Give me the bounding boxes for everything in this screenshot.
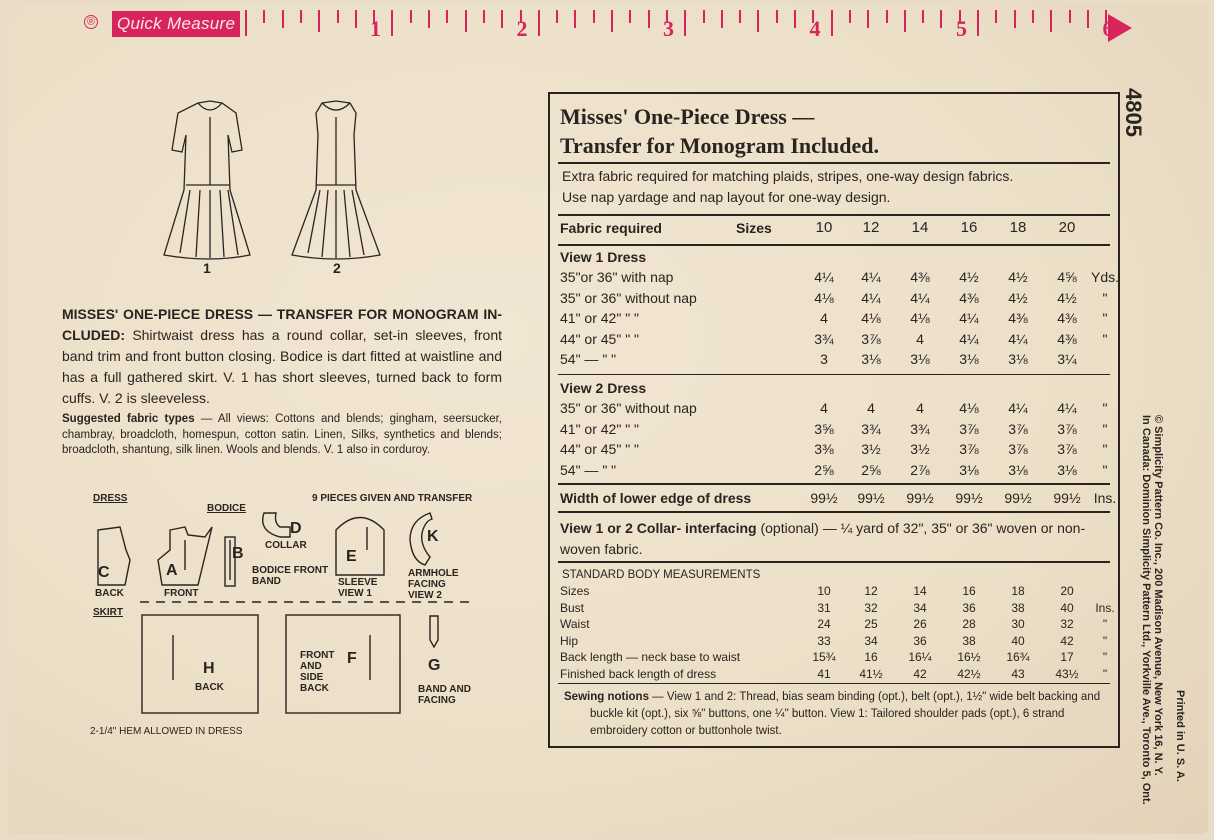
body-measurement-row-value: 16 [962,584,976,598]
view1-row-value: 3⅛ [861,351,881,367]
size-column-header: 18 [1009,219,1027,236]
ruler-tick [648,10,650,28]
sewing-notions [564,689,1112,740]
ruler-tick [629,10,631,23]
piece-letter: A [166,562,178,579]
body-measurement-row-value: 16½ [957,650,981,664]
fabric-required-header: Fabric required [560,220,662,236]
body-measurement-row-value: 26 [913,617,927,631]
body-measurement-row-value: 36 [962,600,976,615]
ruler-tick [995,10,997,23]
suggested-fabrics [62,412,502,459]
view1-row-value: 4⅜ [1057,330,1077,347]
body-measurement-row-value: 38 [962,633,976,648]
view1-row-value: 4 [820,310,828,326]
piece-d-shape [263,513,290,537]
lower-edge-width-row-label: Width of lower edge of dress [560,490,752,506]
ruler-inch-number: 3 [663,16,674,41]
body-measurement-row-value: 42 [913,666,927,681]
pattern-description [62,304,502,409]
view1-row-value: 4⅝ [1057,269,1077,285]
lower-edge-width-row-value: 99½ [955,490,983,506]
ruler-tick [977,10,979,36]
lower-edge-width-row-value: 99½ [1004,490,1032,506]
view1-row-value: 4½ [1008,269,1028,285]
skirt-label: SKIRT [93,607,123,618]
size-column-header: 10 [815,219,833,236]
ruler-tick [831,10,833,36]
body-measurement-row-value: 36 [913,633,927,648]
view1-row-value: 4½ [1008,289,1028,306]
view2-row-value: 3¾ [861,420,881,437]
view2-row-value: 3½ [910,441,930,457]
ruler-tick [611,10,613,32]
ruler-tick [794,10,796,28]
ruler-tick [355,10,357,28]
ruler-tick [1050,10,1052,32]
view-1-number: 1 [203,260,211,276]
ruler-tick [739,10,741,23]
view2-row-value: 2⅝ [861,461,881,478]
view1-row-unit: Yds. [1090,269,1119,285]
piece-letter: B [232,545,244,562]
pattern-number: 4805 [1121,88,1146,137]
ruler-tick [721,10,723,28]
view-2-heading: View 2 Dress [560,380,647,396]
view2-row-unit: " [1102,461,1108,478]
ruler-tick [922,10,924,23]
body-measurement-row-value: 34 [864,633,878,648]
chart-title-line-2: Transfer for Monogram Included. [560,133,879,158]
piece-letter: C [98,564,110,581]
piece-label: COLLAR [265,540,307,551]
view1-row-label: 54" — " " [560,351,617,367]
size-column-header: 16 [960,219,978,236]
piece-label: BODICE FRONT BAND [252,565,329,587]
ruler-tick [867,10,869,28]
ruler-tick [245,10,247,36]
view2-row-value: 3⅞ [1008,420,1028,437]
piece-label: BAND AND FACING [418,684,471,706]
view2-row-value: 4 [820,400,828,416]
ruler-tick [465,10,467,32]
body-measurement-row-unit: " [1102,633,1108,648]
view1-row-value: 3⅛ [959,351,979,367]
body-measurement-row-value: 18 [1011,584,1025,598]
view2-row-label: 44" or 45" " " [560,441,640,457]
lower-edge-width-row-unit: Ins. [1093,490,1117,506]
piece-letter: E [346,548,357,565]
ruler-tick [428,10,430,28]
view1-row-unit: " [1102,310,1108,326]
view1-row-value: 4½ [959,269,979,285]
body-measurement-row-unit: Ins. [1095,600,1115,615]
view2-row-value: 4 [867,400,875,416]
view1-row-value: 4⅛ [910,310,930,326]
view2-row-value: 3⅞ [959,441,979,457]
piece-label: FRONT AND SIDE BACK [300,650,335,694]
body-measurement-row-value: 15¾ [812,650,836,664]
description-body: Shirtwaist dress has a round collar, set-in sleeves, front band trim and front button closing. Bodice is dart fitted at waistline and has a full gathered skirt. V. 1 has short sleeves, turned back to form cuffs. V. 2 is sleeveless. [62,327,502,406]
notions-text: — View 1 and 2: Thread, bias seam binding (opt.), belt (opt.), 1½" wide belt backing and buckle kit (opt.), six ⅝" buttons, one ¼" button. View 1: Tailored shoulder pads (opt.), 6 strand embroidery cotton or buttonhole twist. [590,691,1101,737]
ruler-inch-number: 4 [809,16,821,41]
ruler-tick [446,10,448,23]
view2-row-value: 3⅞ [1057,420,1077,437]
view2-row-value: 3⅞ [959,420,979,437]
view2-row-value: 3¾ [910,420,930,437]
body-measurement-row-value: 17 [1060,650,1074,664]
ruler-tick [703,10,705,23]
body-measurement-row-value: 33 [817,633,831,648]
ruler-tick [391,10,393,36]
lower-edge-width-row-value: 99½ [857,490,885,506]
view2-row-value: 3⅛ [959,461,979,478]
view2-row-value: 3½ [861,441,881,457]
sizes-header: Sizes [736,220,772,236]
view1-row-value: 4¼ [959,330,979,347]
ruler-tick [282,10,284,28]
fabric-body: — All views: Cottons and blends; gingham, seersucker, chambray, broadcloth, homespun, cotton satin. Linen, Silks, synthetics and blends; broadcloth, shantung, silk linen. Wools and blends. V. 1 also in corduroy. [62,413,502,456]
body-measurement-row-label: Sizes [560,584,590,598]
piece-g-shape [430,616,438,647]
view1-row-label: 41" or 42" " " [560,310,640,326]
body-measurement-row-value: 32 [864,600,878,615]
view1-row-value: 4½ [1057,289,1077,306]
view1-row-value: 4¼ [910,289,930,306]
ruler-inch-number: 2 [516,16,528,41]
ruler-tick [574,10,576,28]
piece-letter: D [290,520,302,537]
view1-row-value: 4¼ [1008,330,1028,347]
view1-row-value: 4¼ [814,269,834,285]
body-measurement-row-value: 42 [1060,633,1074,648]
dress-illustrations [150,95,400,265]
view2-row-value: 3⅛ [1008,461,1028,478]
body-measurement-row-value: 16¾ [1006,650,1030,664]
body-measurement-row-value: 14 [913,584,927,598]
body-measurement-row-unit: " [1102,650,1108,664]
view2-row-value: 4¼ [1057,400,1077,416]
piece-letter: F [347,650,357,667]
view2-row-value: 4⅛ [959,400,979,416]
ruler-tick [483,10,485,23]
body-measurements-heading: STANDARD BODY MEASUREMENTS [562,569,761,581]
ruler-tick [940,10,942,28]
body-measurement-row-value: 42½ [957,666,981,681]
notions-heading: Sewing notions [564,691,649,703]
view1-row-label: 44" or 45" " " [560,330,640,347]
collar-text: (optional) — ¼ yard of 32", 35" or 36" woven or non-woven fabric. [560,520,1086,557]
imprint-line-1: Printed in U. S. A. [1174,690,1186,782]
view-2-number: 2 [333,260,341,276]
body-measurement-row-value: 24 [817,617,831,631]
body-measurement-row-label: Back length — neck base to waist [560,650,741,664]
view2-row-label: 35" or 36" without nap [560,400,697,416]
dress-label: DRESS [93,493,128,504]
body-measurement-row-value: 41 [817,666,831,681]
piece-letter: K [427,528,439,545]
body-measurement-row-value: 40 [1060,600,1074,615]
view2-row-unit: " [1102,400,1108,416]
body-measurement-row-value: 40 [1011,633,1025,648]
body-measurement-row-value: 16 [864,650,878,664]
ruler-tick [757,10,759,32]
ruler-inch-number: 6 [1102,16,1114,41]
body-measurement-row-label: Bust [560,600,585,615]
view2-row-value: 4¼ [1008,400,1028,416]
body-measurement-row-value: 30 [1011,617,1025,631]
view1-row-value: 3¾ [814,330,834,347]
body-measurement-row-value: 25 [864,617,878,631]
body-measurement-row-value: 43 [1011,666,1025,681]
body-measurement-row-value: 43½ [1055,666,1079,681]
ruler-tick [337,10,339,23]
view1-row-value: 3⅛ [1008,351,1028,367]
view1-row-value: 4⅛ [861,310,881,326]
view1-row-value: 4 [916,330,924,347]
ruler-tick [684,10,686,36]
ruler-tick [263,10,265,23]
ruler-tick [1032,10,1034,23]
view1-row-value: 4⅜ [1057,310,1077,326]
ruler-tick [318,10,320,32]
dress-view-2-sketch [292,101,380,259]
collar-interfacing-note [560,518,1112,560]
collar-heading: View 1 or 2 Collar- interfacing [560,520,757,536]
view1-row-value: 3¼ [1057,351,1077,367]
size-column-header: 20 [1058,219,1076,236]
view2-row-label: 41" or 42" " " [560,420,640,437]
view2-row-value: 3⅞ [1057,441,1077,457]
view1-row-value: 4⅜ [910,269,930,285]
view2-row-unit: " [1102,420,1108,437]
view1-row-value: 4¼ [861,269,881,285]
dress-view-1-sketch [164,101,250,259]
pieces-count: 9 PIECES GIVEN AND TRANSFER [312,493,473,504]
ruler-tick [410,10,412,23]
body-measurement-row-value: 38 [1011,600,1025,615]
ruler-tick [300,10,302,23]
view1-row-label: 35" or 36" without nap [560,289,697,306]
ruler-tick [1069,10,1071,23]
lower-edge-width-row-value: 99½ [810,490,838,506]
body-measurement-row-label: Waist [560,617,590,631]
fabric-heading: Suggested fabric types [62,413,195,425]
description-heading: MISSES' ONE-PIECE DRESS — TRANSFER FOR MONOGRAM IN-CLUDED: [62,306,502,343]
piece-label: FRONT [164,588,199,599]
view1-row-unit: " [1102,330,1108,347]
chart-title-line-1: Misses' One-Piece Dress — [560,104,815,129]
body-measurement-row-value: 16¼ [908,650,932,664]
body-measurement-row-label: Finished back length of dress [560,666,717,681]
body-measurement-row-value: 34 [913,600,927,615]
imprint-line-2: © Simplicity Pattern Co. Inc., 200 Madison Avenue, New York 16, N. Y. [1152,415,1164,776]
size-column-header: 14 [911,219,929,236]
body-measurement-row-value: 10 [817,584,831,598]
body-measurement-row-value: 32 [1060,617,1074,631]
view2-row-label: 54" — " " [560,461,617,478]
body-measurement-row-value: 41½ [859,666,883,681]
view2-row-value: 2⅞ [910,461,930,478]
ruler-label: Quick Measure [112,11,240,37]
body-measurement-row-value: 20 [1060,584,1074,598]
body-measurement-row-unit: " [1102,617,1108,631]
view1-row-label: 35"or 36" with nap [560,269,674,285]
ruler-inch-number: 1 [370,16,381,41]
ruler-tick [538,10,540,36]
body-measurement-row-value: 31 [817,600,831,615]
ruler-arrow-icon [1108,14,1132,42]
body-measurement-row-value: 12 [864,584,878,598]
view2-row-value: 3⅛ [1057,461,1077,478]
piece-label: ARMHOLE FACING VIEW 2 [408,568,459,601]
piece-e-shape [336,518,384,576]
body-measurement-row-unit: " [1102,666,1108,681]
piece-h-shape [142,615,258,713]
note-line-2: Use nap yardage and nap layout for one-way design. [562,189,891,205]
view2-row-value: 3⅝ [814,420,834,437]
ruler-tick [904,10,906,32]
ruler-tick [849,10,851,23]
ruler-tick [501,10,503,28]
ruler-tick [593,10,595,23]
piece-label: BACK [195,682,224,693]
ruler-tick [886,10,888,23]
view1-row-value: 4¼ [959,310,979,326]
view1-row-value: 3⅛ [910,351,930,367]
piece-letter: H [203,660,215,677]
view2-row-unit: " [1102,441,1108,457]
ruler-tick [776,10,778,23]
piece-letter: G [428,657,441,674]
view1-row-value: 4⅜ [1008,310,1028,326]
piece-label: SLEEVE VIEW 1 [338,577,378,599]
lower-edge-width-row-value: 99½ [1053,490,1081,506]
size-column-header: 12 [862,219,880,236]
body-measurement-row-label: Hip [560,633,579,648]
view1-row-value: 3 [820,351,828,367]
note-line-1: Extra fabric required for matching plaids, stripes, one-way design fabrics. [562,168,1014,184]
view2-row-value: 4 [916,400,924,416]
bodice-label: BODICE [207,503,246,514]
view-1-heading: View 1 Dress [560,249,647,265]
yardage-chart-box [548,92,1120,748]
registered-mark: ® [84,15,98,29]
view2-row-value: 2⅝ [814,461,834,478]
view1-row-value: 4¼ [861,289,881,306]
view1-row-value: 4⅜ [959,289,979,306]
imprint-line-3: In Canada: Dominion Simplicity Pattern Ltd., Yorkville Ave., Toronto 5, Ont. [1140,415,1152,805]
body-measurement-row-value: 28 [962,617,976,631]
view2-row-value: 3⅞ [1008,441,1028,457]
view1-row-value: 3⅞ [861,330,881,347]
ruler-inch-number: 5 [956,16,967,41]
view2-row-value: 3⅜ [814,441,834,457]
piece-label: BACK [95,588,124,599]
view1-row-value: 4⅛ [814,289,834,306]
hem-note: 2-1/4" HEM ALLOWED IN DRESS [90,726,243,737]
ruler-tick [1014,10,1016,28]
ruler-tick [1087,10,1089,28]
ruler-tick [556,10,558,23]
lower-edge-width-row-value: 99½ [906,490,934,506]
view1-row-unit: " [1102,289,1108,306]
